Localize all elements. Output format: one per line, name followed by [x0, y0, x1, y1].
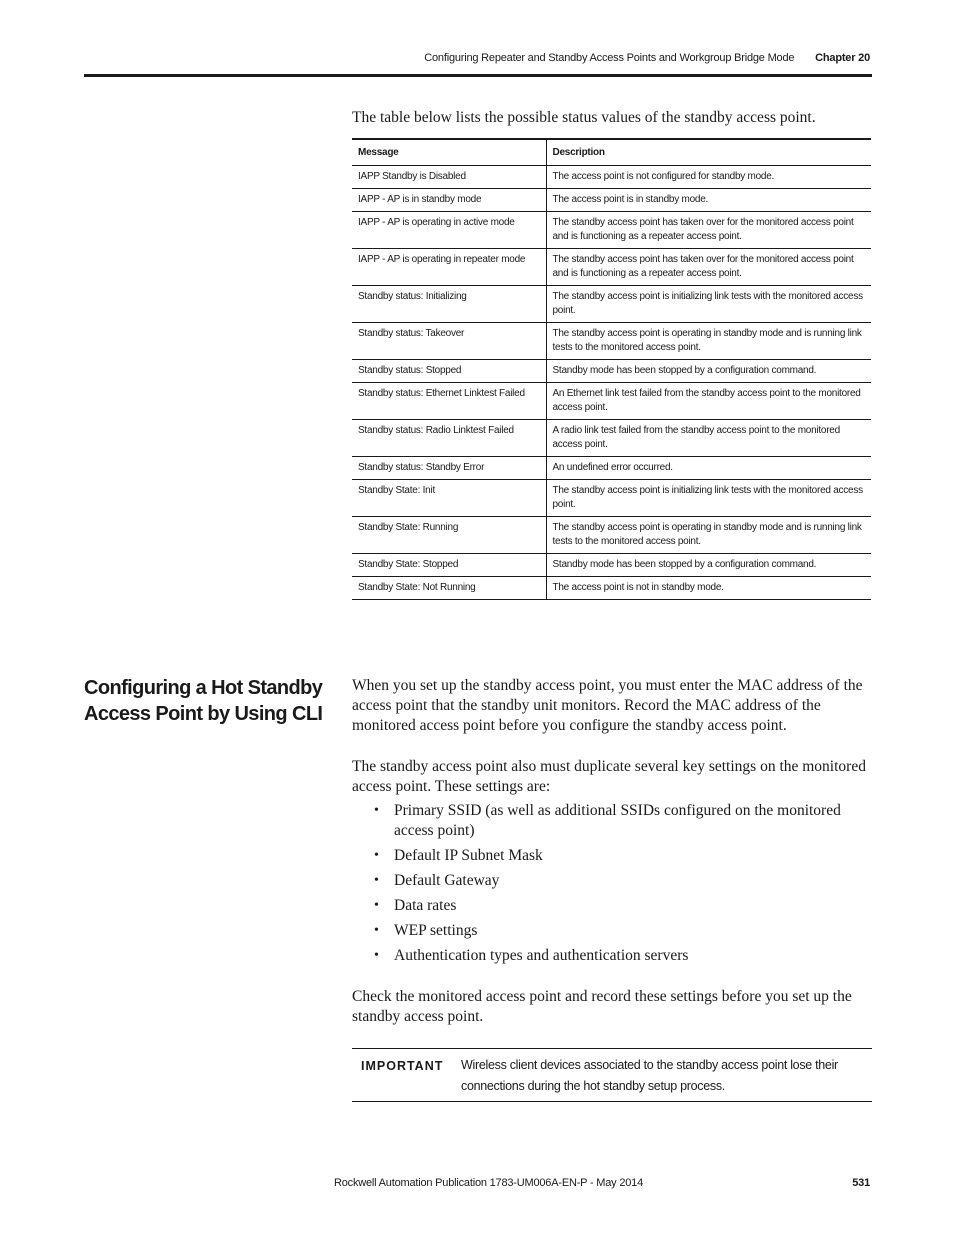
table-row	[352, 286, 871, 323]
important-label: IMPORTANT	[361, 1059, 444, 1073]
header-chapter: Chapter 20	[815, 52, 870, 64]
message-cell: Standby State: Init	[352, 480, 546, 517]
description-cell: An undefined error occurred.	[546, 457, 871, 480]
table-row	[352, 480, 871, 517]
message-cell: Standby status: Ethernet Linktest Failed	[352, 383, 546, 420]
column-header-message: Message	[352, 139, 546, 166]
message-cell: Standby status: Radio Linktest Failed	[352, 420, 546, 457]
list-item: • Primary SSID (as well as additional SSIDs configured on the monitored access point)	[352, 801, 872, 841]
description-cell: An Ethernet link test failed from the standby access point to the monitored access point.	[546, 383, 871, 420]
description-cell: A radio link test failed from the standby access point to the monitored access point.	[546, 420, 871, 457]
paragraph-settings-intro: The standby access point also must duplicate several key settings on the monitored access point. These settings are:	[352, 758, 866, 795]
table-header-row	[352, 139, 871, 166]
table-row	[352, 457, 871, 480]
message-cell: Standby status: Initializing	[352, 286, 546, 323]
description-cell: Standby mode has been stopped by a configuration command.	[546, 360, 871, 383]
intro-text: The table below lists the possible status values of the standby access point.	[352, 109, 816, 126]
message-cell: Standby State: Stopped	[352, 554, 546, 577]
table-row	[352, 360, 871, 383]
table-row	[352, 212, 871, 249]
list-item: • Default Gateway	[352, 871, 872, 891]
page-number: 531	[852, 1177, 870, 1189]
header-title: Configuring Repeater and Standby Access Points and Workgroup Bridge Mode	[424, 52, 795, 64]
list-item: • Authentication types and authentication servers	[352, 946, 872, 966]
table-row	[352, 577, 871, 600]
paragraph-check-settings: Check the monitored access point and record these settings before you set up the standby access point.	[352, 988, 852, 1025]
status-table	[352, 138, 871, 600]
description-cell: The standby access point has taken over for the monitored access point and is functioning as a repeater access point.	[546, 212, 871, 249]
table-row	[352, 323, 871, 360]
list-item: • Default IP Subnet Mask	[352, 846, 872, 866]
important-text: Wireless client devices associated to the standby access point lose their connections during the hot standby setup process.	[461, 1058, 838, 1093]
running-header	[424, 52, 870, 64]
message-cell: Standby status: Standby Error	[352, 457, 546, 480]
message-cell: Standby status: Stopped	[352, 360, 546, 383]
message-cell: IAPP - AP is in standby mode	[352, 189, 546, 212]
description-cell: The standby access point is operating in standby mode and is running link tests to the monitored access point.	[546, 517, 871, 554]
description-cell: The access point is not in standby mode.	[546, 577, 871, 600]
description-cell: The access point is in standby mode.	[546, 189, 871, 212]
table-row	[352, 420, 871, 457]
list-item: • Data rates	[352, 896, 872, 916]
table-row	[352, 166, 871, 189]
message-cell: IAPP Standby is Disabled	[352, 166, 546, 189]
description-cell: The standby access point is initializing link tests with the monitored access point.	[546, 480, 871, 517]
paragraph-mac-address: When you set up the standby access point, you must enter the MAC address of the access point that the standby unit monitors. Record the MAC address of the monitored access point before you configure the standby access point.	[352, 677, 863, 734]
important-note	[352, 1048, 872, 1102]
table-row	[352, 189, 871, 212]
table-row	[352, 249, 871, 286]
publication-info: Rockwell Automation Publication 1783-UM006A-EN-P - May 2014	[334, 1177, 643, 1189]
description-cell: The standby access point is operating in standby mode and is running link tests to the monitored access point.	[546, 323, 871, 360]
table-row	[352, 383, 871, 420]
message-cell: Standby State: Not Running	[352, 577, 546, 600]
description-cell: Standby mode has been stopped by a configuration command.	[546, 554, 871, 577]
settings-list	[352, 801, 872, 971]
message-cell: IAPP - AP is operating in repeater mode	[352, 249, 546, 286]
description-cell: The access point is not configured for standby mode.	[546, 166, 871, 189]
description-cell: The standby access point has taken over for the monitored access point and is functioning as a repeater access point.	[546, 249, 871, 286]
table-row	[352, 517, 871, 554]
message-cell: IAPP - AP is operating in active mode	[352, 212, 546, 249]
table-row	[352, 554, 871, 577]
column-header-description: Description	[546, 139, 871, 166]
message-cell: Standby status: Takeover	[352, 323, 546, 360]
description-cell: The standby access point is initializing link tests with the monitored access point.	[546, 286, 871, 323]
list-item: • WEP settings	[352, 921, 872, 941]
header-rule	[84, 74, 872, 77]
section-heading: Configuring a Hot Standby Access Point by Using CLI	[84, 677, 323, 725]
message-cell: Standby State: Running	[352, 517, 546, 554]
